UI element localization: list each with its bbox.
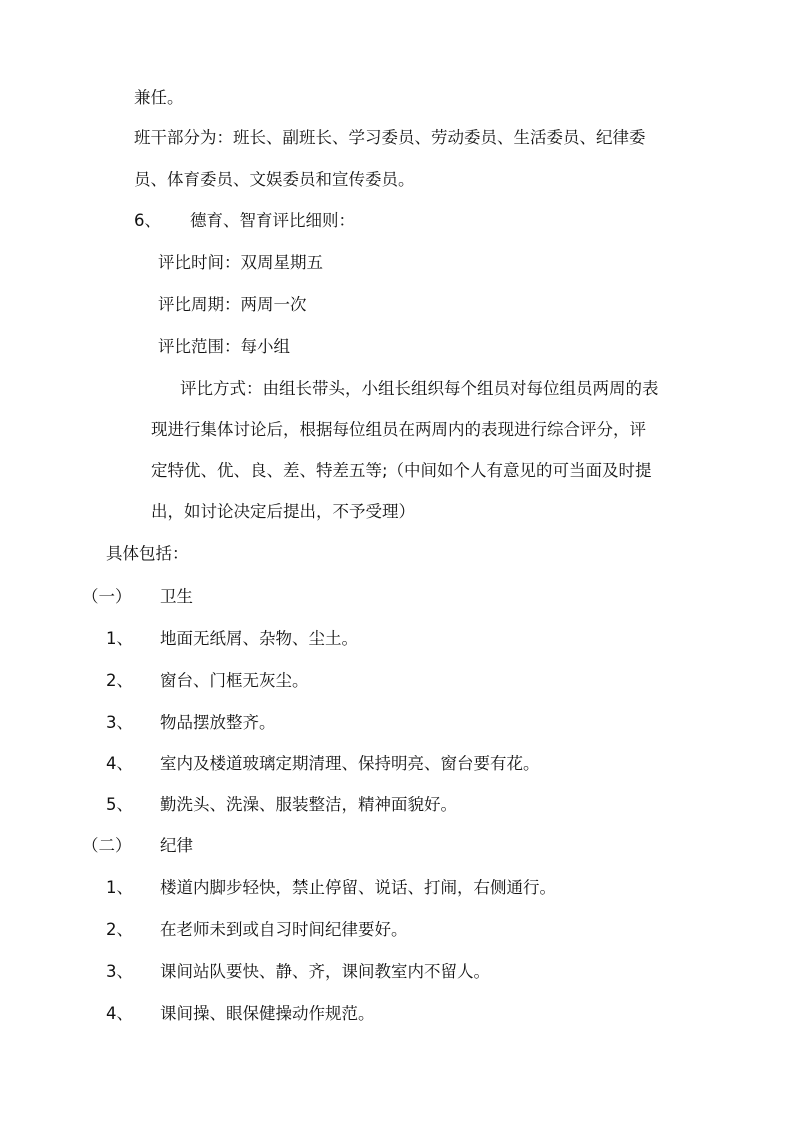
hygiene-title: 卫生 [160, 587, 193, 606]
section-6-number: 6、 [134, 211, 161, 230]
evaluation-period: 评比周期：两周一次 [158, 295, 307, 314]
intro-line-1: 兼任。 [134, 88, 184, 107]
hygiene-number: （一） [82, 587, 132, 606]
discipline-item-text: 课间站队要快、静、齐，课间教室内不留人。 [160, 962, 490, 981]
discipline-item-number: 4、 [106, 1004, 133, 1023]
specifics-heading: 具体包括： [106, 544, 189, 563]
discipline-item-number: 1、 [106, 878, 133, 897]
hygiene-item-number: 1、 [106, 629, 133, 648]
hygiene-item-text: 窗台、门框无灰尘。 [160, 671, 309, 690]
hygiene-item-text: 地面无纸屑、杂物、尘土。 [160, 629, 358, 648]
hygiene-item-number: 4、 [106, 754, 133, 773]
discipline-title: 纪律 [160, 836, 193, 855]
section-6-title: 德育、智育评比细则： [190, 211, 355, 230]
discipline-item-number: 2、 [106, 920, 133, 939]
discipline-item-text: 课间操、眼保健操动作规范。 [160, 1004, 375, 1023]
evaluation-method-line-2: 现进行集体讨论后，根据每位组员在两周内的表现进行综合评分，评 [151, 420, 646, 439]
hygiene-item-text: 勤洗头、洗澡、服装整洁，精神面貌好。 [160, 795, 457, 814]
hygiene-item-number: 3、 [106, 713, 133, 732]
discipline-item-text: 在老师未到或自习时间纪律要好。 [160, 920, 408, 939]
intro-line-3: 员、体育委员、文娱委员和宣传委员。 [134, 170, 415, 189]
hygiene-item-number: 5、 [106, 795, 133, 814]
evaluation-time: 评比时间：双周星期五 [158, 253, 323, 272]
discipline-item-number: 3、 [106, 962, 133, 981]
evaluation-method-line-3: 定特优、优、良、差、特差五等;（中间如个人有意见的可当面及时提 [151, 461, 652, 480]
evaluation-method-line-1: 评比方式：由组长带头，小组长组织每个组员对每位组员两周的表 [180, 379, 659, 398]
hygiene-item-text: 室内及楼道玻璃定期清理、保持明亮、窗台要有花。 [160, 754, 540, 773]
intro-line-2: 班干部分为：班长、副班长、学习委员、劳动委员、生活委员、纪律委 [134, 128, 646, 147]
evaluation-method-line-4: 出，如讨论决定后提出，不予受理） [151, 502, 415, 521]
evaluation-scope: 评比范围：每小组 [158, 337, 290, 356]
hygiene-item-number: 2、 [106, 671, 133, 690]
hygiene-item-text: 物品摆放整齐。 [160, 713, 276, 732]
discipline-item-text: 楼道内脚步轻快，禁止停留、说话、打闹，右侧通行。 [160, 878, 556, 897]
discipline-number: （二） [82, 836, 132, 855]
